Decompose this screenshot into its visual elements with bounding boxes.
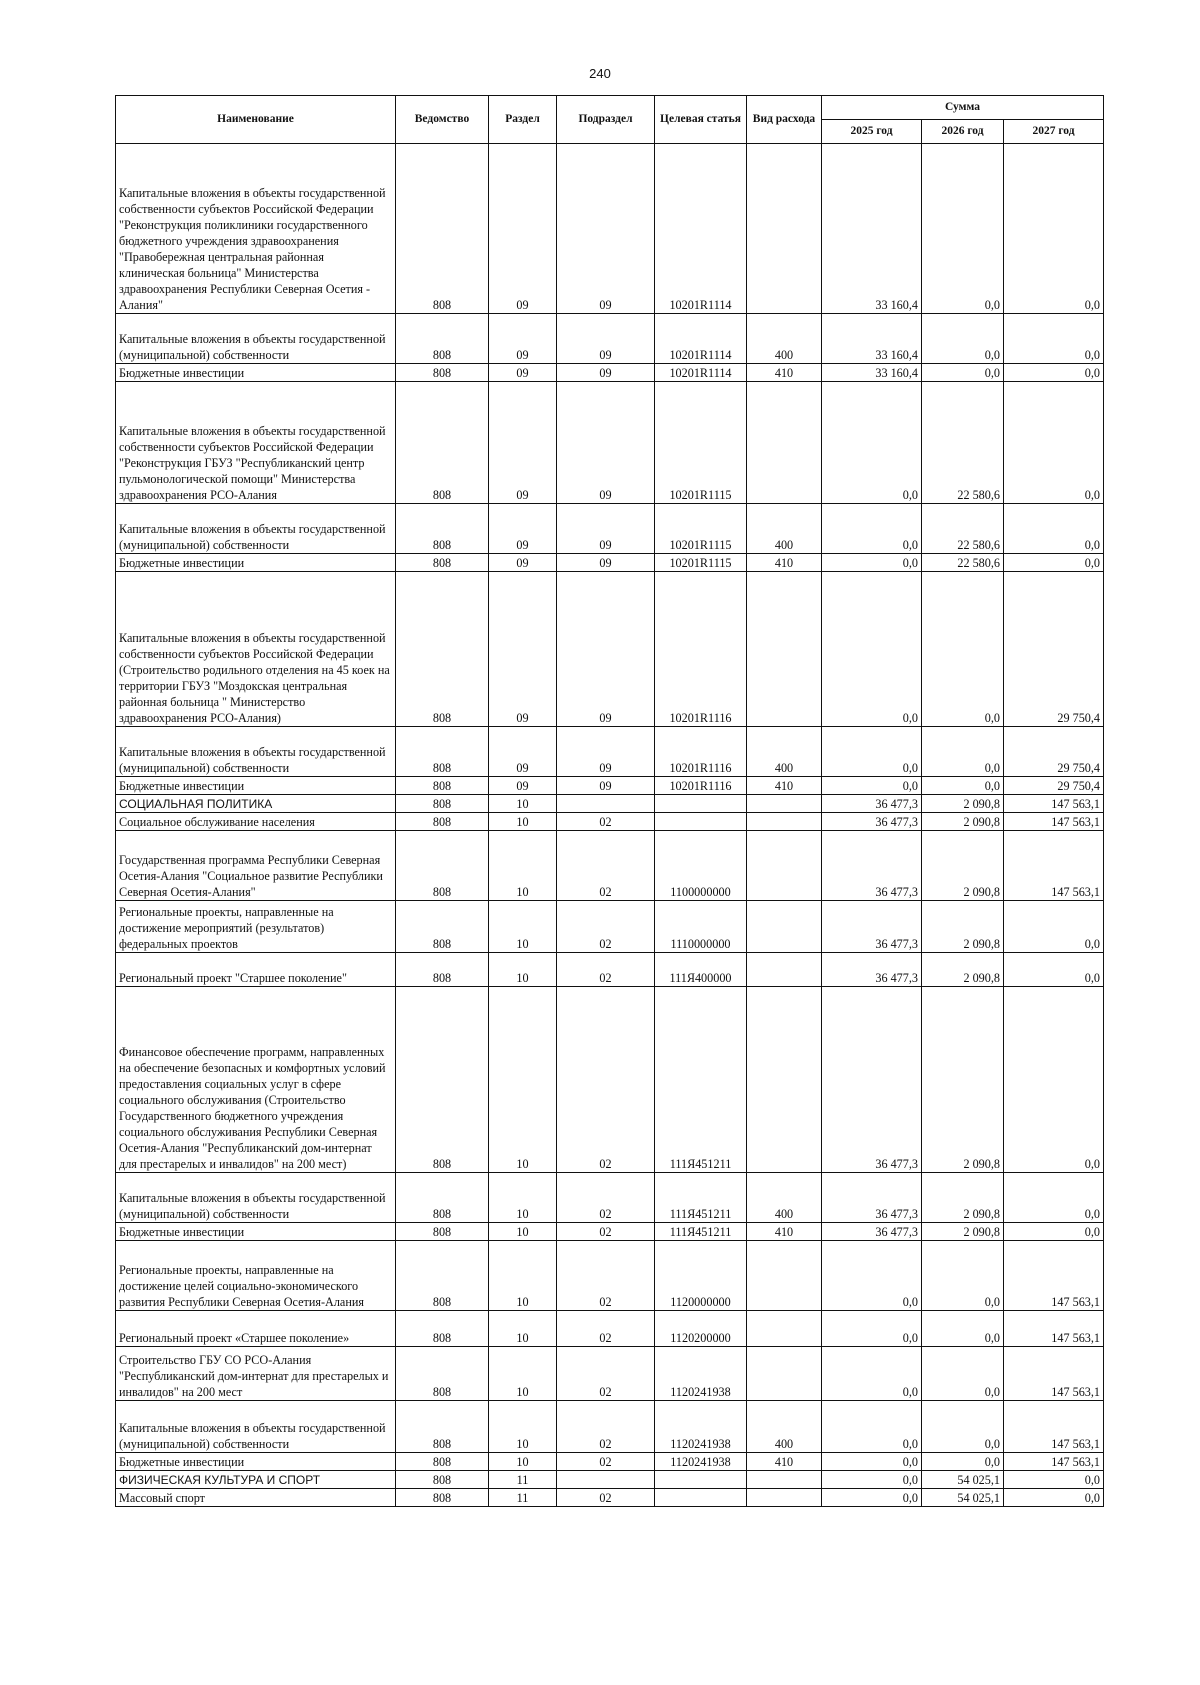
cell-kind: 410 <box>747 1223 822 1241</box>
cell-name: Капитальные вложения в объекты государственной собственности субъектов Российской Федерации "Реконструкция ГБУЗ "Республиканский центр пульмонологической помощи" Министерства здравоохранения РСО-Алания <box>116 382 396 504</box>
cell-dept: 808 <box>396 795 489 813</box>
cell-target <box>655 1489 747 1507</box>
cell-subsection: 02 <box>557 901 655 953</box>
cell-2025: 36 477,3 <box>822 1223 922 1241</box>
cell-dept: 808 <box>396 572 489 727</box>
cell-2027: 0,0 <box>1004 1471 1104 1489</box>
cell-2025: 0,0 <box>822 382 922 504</box>
cell-kind <box>747 953 822 987</box>
budget-table <box>115 95 1104 1507</box>
cell-name: Капитальные вложения в объекты государственной собственности субъектов Российской Федерации "Реконструкция поликлиники государственного бюджетного учреждения здравоохранения "Правобережная центральная районная клиническая больница" Министерства здравоохранения Республики Северная Осетия - Алания" <box>116 144 396 314</box>
cell-section: 10 <box>489 1347 557 1401</box>
cell-dept: 808 <box>396 953 489 987</box>
header-name: Наименование <box>116 96 396 144</box>
cell-subsection: 02 <box>557 1223 655 1241</box>
cell-target: 10201R1114 <box>655 364 747 382</box>
cell-2027: 29 750,4 <box>1004 777 1104 795</box>
cell-2026: 0,0 <box>922 314 1004 364</box>
cell-section: 10 <box>489 1401 557 1453</box>
table-row <box>116 314 1104 364</box>
cell-2026: 0,0 <box>922 572 1004 727</box>
cell-subsection: 02 <box>557 953 655 987</box>
cell-target: 10201R1116 <box>655 572 747 727</box>
table-row <box>116 382 1104 504</box>
cell-target: 1120241938 <box>655 1347 747 1401</box>
table-row <box>116 795 1104 813</box>
table-row <box>116 953 1104 987</box>
cell-section: 10 <box>489 831 557 901</box>
cell-2025: 0,0 <box>822 1311 922 1347</box>
cell-2025: 0,0 <box>822 1489 922 1507</box>
cell-subsection: 09 <box>557 572 655 727</box>
cell-2025: 0,0 <box>822 777 922 795</box>
cell-name: Государственная программа Республики Северная Осетия-Алания "Социальное развитие Республики Северная Осетия-Алания" <box>116 831 396 901</box>
cell-subsection: 02 <box>557 987 655 1173</box>
table-row <box>116 1401 1104 1453</box>
cell-section: 09 <box>489 382 557 504</box>
cell-name: Бюджетные инвестиции <box>116 554 396 572</box>
cell-2025: 36 477,3 <box>822 1173 922 1223</box>
cell-target: 111Я400000 <box>655 953 747 987</box>
cell-subsection: 02 <box>557 1489 655 1507</box>
table-row <box>116 1471 1104 1489</box>
cell-target: 1100000000 <box>655 831 747 901</box>
table-row <box>116 554 1104 572</box>
cell-kind <box>747 1347 822 1401</box>
cell-section: 10 <box>489 901 557 953</box>
cell-section: 11 <box>489 1471 557 1489</box>
cell-name: Региональный проект "Старшее поколение" <box>116 953 396 987</box>
cell-kind <box>747 795 822 813</box>
cell-dept: 808 <box>396 504 489 554</box>
header-target: Целевая статья <box>655 96 747 144</box>
cell-2026: 0,0 <box>922 1241 1004 1311</box>
cell-dept: 808 <box>396 1173 489 1223</box>
header-dept: Ведомство <box>396 96 489 144</box>
table-row <box>116 777 1104 795</box>
cell-name: Капитальные вложения в объекты государственной (муниципальной) собственности <box>116 727 396 777</box>
cell-subsection: 09 <box>557 504 655 554</box>
cell-kind <box>747 382 822 504</box>
cell-2025: 36 477,3 <box>822 831 922 901</box>
cell-2027: 147 563,1 <box>1004 1347 1104 1401</box>
cell-section: 09 <box>489 727 557 777</box>
cell-target: 1120241938 <box>655 1401 747 1453</box>
cell-section: 10 <box>489 987 557 1173</box>
cell-2026: 22 580,6 <box>922 554 1004 572</box>
cell-target: 111Я451211 <box>655 1223 747 1241</box>
cell-subsection <box>557 795 655 813</box>
cell-dept: 808 <box>396 1311 489 1347</box>
cell-kind <box>747 1471 822 1489</box>
cell-target: 1120000000 <box>655 1241 747 1311</box>
cell-dept: 808 <box>396 364 489 382</box>
table-row <box>116 901 1104 953</box>
cell-name: Бюджетные инвестиции <box>116 1453 396 1471</box>
table-header <box>116 96 1104 144</box>
cell-2025: 36 477,3 <box>822 987 922 1173</box>
cell-kind <box>747 1311 822 1347</box>
cell-name: Бюджетные инвестиции <box>116 1223 396 1241</box>
table-row <box>116 831 1104 901</box>
cell-section: 10 <box>489 1223 557 1241</box>
cell-subsection: 02 <box>557 1311 655 1347</box>
cell-2025: 33 160,4 <box>822 144 922 314</box>
table-row <box>116 1311 1104 1347</box>
cell-dept: 808 <box>396 727 489 777</box>
cell-target: 111Я451211 <box>655 1173 747 1223</box>
cell-2027: 147 563,1 <box>1004 1241 1104 1311</box>
cell-section: 10 <box>489 795 557 813</box>
cell-dept: 808 <box>396 813 489 831</box>
header-kind: Вид расхода <box>747 96 822 144</box>
table-row <box>116 1223 1104 1241</box>
page-number: 240 <box>589 66 611 81</box>
cell-2027: 0,0 <box>1004 382 1104 504</box>
cell-kind: 410 <box>747 554 822 572</box>
cell-kind <box>747 144 822 314</box>
cell-2027: 147 563,1 <box>1004 795 1104 813</box>
cell-target: 10201R1116 <box>655 777 747 795</box>
cell-target: 111Я451211 <box>655 987 747 1173</box>
cell-2026: 0,0 <box>922 1311 1004 1347</box>
cell-2027: 147 563,1 <box>1004 813 1104 831</box>
cell-name: Бюджетные инвестиции <box>116 364 396 382</box>
cell-name: Региональный проект «Старшее поколение» <box>116 1311 396 1347</box>
cell-2027: 29 750,4 <box>1004 572 1104 727</box>
cell-dept: 808 <box>396 901 489 953</box>
cell-2027: 147 563,1 <box>1004 831 1104 901</box>
cell-name: Капитальные вложения в объекты государственной (муниципальной) собственности <box>116 504 396 554</box>
cell-2025: 0,0 <box>822 1401 922 1453</box>
cell-kind: 400 <box>747 727 822 777</box>
cell-section: 09 <box>489 777 557 795</box>
cell-kind: 410 <box>747 364 822 382</box>
cell-2027: 147 563,1 <box>1004 1401 1104 1453</box>
cell-subsection: 09 <box>557 364 655 382</box>
cell-2027: 0,0 <box>1004 901 1104 953</box>
cell-name: Капитальные вложения в объекты государственной (муниципальной) собственности <box>116 1173 396 1223</box>
cell-section: 11 <box>489 1489 557 1507</box>
cell-2026: 54 025,1 <box>922 1489 1004 1507</box>
cell-kind <box>747 813 822 831</box>
cell-dept: 808 <box>396 382 489 504</box>
cell-dept: 808 <box>396 144 489 314</box>
cell-kind <box>747 1241 822 1311</box>
cell-2027: 0,0 <box>1004 314 1104 364</box>
cell-2025: 0,0 <box>822 504 922 554</box>
cell-section: 10 <box>489 953 557 987</box>
cell-target: 10201R1116 <box>655 727 747 777</box>
cell-2026: 2 090,8 <box>922 1173 1004 1223</box>
cell-section: 09 <box>489 314 557 364</box>
cell-dept: 808 <box>396 1347 489 1401</box>
cell-2026: 0,0 <box>922 364 1004 382</box>
cell-2025: 0,0 <box>822 1471 922 1489</box>
table-row <box>116 1453 1104 1471</box>
table-row <box>116 1241 1104 1311</box>
cell-kind: 400 <box>747 1173 822 1223</box>
cell-2025: 0,0 <box>822 554 922 572</box>
cell-2026: 0,0 <box>922 1401 1004 1453</box>
cell-name: Финансовое обеспечение программ, направленных на обеспечение безопасных и комфортных условий предоставления социальных услуг в сфере социального обслуживания (Строительство Государственного бюджетного учреждения социального обслуживания Республики Северная Осетия-Алания "Республиканский дом-интернат для престарелых и инвалидов" на 200 мест) <box>116 987 396 1173</box>
cell-2025: 0,0 <box>822 1347 922 1401</box>
cell-section: 09 <box>489 144 557 314</box>
cell-2026: 0,0 <box>922 1453 1004 1471</box>
cell-section: 09 <box>489 554 557 572</box>
table-row <box>116 504 1104 554</box>
cell-target <box>655 813 747 831</box>
cell-2026: 2 090,8 <box>922 901 1004 953</box>
cell-dept: 808 <box>396 1223 489 1241</box>
cell-name: Региональные проекты, направленные на достижение целей социально-экономического развития Республики Северная Осетия-Алания <box>116 1241 396 1311</box>
cell-2026: 0,0 <box>922 727 1004 777</box>
cell-kind: 410 <box>747 777 822 795</box>
cell-section: 09 <box>489 364 557 382</box>
cell-section: 10 <box>489 813 557 831</box>
cell-name: Массовый спорт <box>116 1489 396 1507</box>
cell-2025: 0,0 <box>822 1453 922 1471</box>
header-section: Раздел <box>489 96 557 144</box>
cell-2026: 0,0 <box>922 1347 1004 1401</box>
cell-subsection: 02 <box>557 831 655 901</box>
table-row <box>116 144 1104 314</box>
cell-2026: 2 090,8 <box>922 987 1004 1173</box>
cell-2027: 0,0 <box>1004 364 1104 382</box>
cell-2026: 2 090,8 <box>922 831 1004 901</box>
cell-name: Капитальные вложения в объекты государственной (муниципальной) собственности <box>116 314 396 364</box>
cell-2025: 0,0 <box>822 572 922 727</box>
header-2026: 2026 год <box>922 120 1004 144</box>
cell-subsection: 02 <box>557 1241 655 1311</box>
cell-2026: 0,0 <box>922 144 1004 314</box>
cell-name: Региональные проекты, направленные на достижение мероприятий (результатов) федеральных проектов <box>116 901 396 953</box>
cell-target: 1120200000 <box>655 1311 747 1347</box>
table-row <box>116 572 1104 727</box>
cell-name: Строительство ГБУ СО РСО-Алания "Республиканский дом-интернат для престарелых и инвалидов" на 200 мест <box>116 1347 396 1401</box>
cell-subsection: 09 <box>557 554 655 572</box>
table-row <box>116 813 1104 831</box>
table-body <box>116 144 1104 1507</box>
cell-2025: 0,0 <box>822 727 922 777</box>
cell-name: Социальное обслуживание населения <box>116 813 396 831</box>
cell-kind <box>747 572 822 727</box>
cell-kind: 400 <box>747 314 822 364</box>
cell-section: 09 <box>489 572 557 727</box>
cell-2027: 0,0 <box>1004 987 1104 1173</box>
cell-subsection: 09 <box>557 144 655 314</box>
cell-2026: 54 025,1 <box>922 1471 1004 1489</box>
table-row <box>116 364 1104 382</box>
cell-2027: 0,0 <box>1004 953 1104 987</box>
cell-name: Капитальные вложения в объекты государственной (муниципальной) собственности <box>116 1401 396 1453</box>
cell-target: 10201R1114 <box>655 144 747 314</box>
cell-target <box>655 1471 747 1489</box>
cell-kind <box>747 1489 822 1507</box>
table-row <box>116 987 1104 1173</box>
header-sum: Сумма <box>822 96 1104 120</box>
cell-target: 1120241938 <box>655 1453 747 1471</box>
cell-section: 10 <box>489 1311 557 1347</box>
cell-target <box>655 795 747 813</box>
cell-section: 10 <box>489 1241 557 1311</box>
cell-dept: 808 <box>396 831 489 901</box>
cell-2026: 2 090,8 <box>922 795 1004 813</box>
cell-section: 10 <box>489 1453 557 1471</box>
cell-subsection: 09 <box>557 727 655 777</box>
cell-subsection: 02 <box>557 1401 655 1453</box>
cell-2027: 0,0 <box>1004 1173 1104 1223</box>
cell-2027: 0,0 <box>1004 1489 1104 1507</box>
cell-2025: 33 160,4 <box>822 364 922 382</box>
cell-dept: 808 <box>396 1401 489 1453</box>
cell-2027: 0,0 <box>1004 504 1104 554</box>
cell-name: Капитальные вложения в объекты государственной собственности субъектов Российской Федерации (Строительство родильного отделения на 45 коек на территории ГБУЗ "Моздокская центральная районная больница " Министерство здравоохранения РСО-Алания) <box>116 572 396 727</box>
table-row <box>116 1489 1104 1507</box>
cell-target: 10201R1115 <box>655 382 747 504</box>
cell-dept: 808 <box>396 777 489 795</box>
cell-section: 09 <box>489 504 557 554</box>
cell-2025: 33 160,4 <box>822 314 922 364</box>
cell-subsection <box>557 1471 655 1489</box>
cell-kind: 400 <box>747 1401 822 1453</box>
cell-subsection: 02 <box>557 1173 655 1223</box>
cell-2027: 0,0 <box>1004 1223 1104 1241</box>
cell-2025: 36 477,3 <box>822 813 922 831</box>
cell-2025: 36 477,3 <box>822 953 922 987</box>
cell-2027: 29 750,4 <box>1004 727 1104 777</box>
cell-2026: 22 580,6 <box>922 504 1004 554</box>
cell-subsection: 09 <box>557 777 655 795</box>
cell-dept: 808 <box>396 1241 489 1311</box>
cell-dept: 808 <box>396 1471 489 1489</box>
cell-dept: 808 <box>396 987 489 1173</box>
cell-subsection: 02 <box>557 1347 655 1401</box>
header-2025: 2025 год <box>822 120 922 144</box>
table-row <box>116 1173 1104 1223</box>
cell-2026: 2 090,8 <box>922 953 1004 987</box>
cell-2027: 147 563,1 <box>1004 1311 1104 1347</box>
cell-dept: 808 <box>396 554 489 572</box>
cell-2025: 36 477,3 <box>822 901 922 953</box>
cell-subsection: 02 <box>557 813 655 831</box>
cell-target: 10201R1114 <box>655 314 747 364</box>
table-row <box>116 1347 1104 1401</box>
cell-dept: 808 <box>396 1453 489 1471</box>
cell-section: 10 <box>489 1173 557 1223</box>
cell-2027: 147 563,1 <box>1004 1453 1104 1471</box>
cell-2026: 2 090,8 <box>922 1223 1004 1241</box>
cell-subsection: 02 <box>557 1453 655 1471</box>
table-row <box>116 727 1104 777</box>
cell-name: Бюджетные инвестиции <box>116 777 396 795</box>
cell-target: 10201R1115 <box>655 504 747 554</box>
cell-2026: 22 580,6 <box>922 382 1004 504</box>
cell-2025: 0,0 <box>822 1241 922 1311</box>
cell-subsection: 09 <box>557 382 655 504</box>
header-2027: 2027 год <box>1004 120 1104 144</box>
cell-2026: 0,0 <box>922 777 1004 795</box>
cell-name: СОЦИАЛЬНАЯ ПОЛИТИКА <box>116 795 396 813</box>
cell-dept: 808 <box>396 314 489 364</box>
cell-name: ФИЗИЧЕСКАЯ КУЛЬТУРА И СПОРТ <box>116 1471 396 1489</box>
cell-2025: 36 477,3 <box>822 795 922 813</box>
cell-subsection: 09 <box>557 314 655 364</box>
cell-kind: 410 <box>747 1453 822 1471</box>
cell-target: 1110000000 <box>655 901 747 953</box>
cell-2026: 2 090,8 <box>922 813 1004 831</box>
cell-kind <box>747 987 822 1173</box>
cell-dept: 808 <box>396 1489 489 1507</box>
cell-kind <box>747 901 822 953</box>
cell-2027: 0,0 <box>1004 144 1104 314</box>
cell-kind: 400 <box>747 504 822 554</box>
header-subsection: Подраздел <box>557 96 655 144</box>
cell-target: 10201R1115 <box>655 554 747 572</box>
cell-kind <box>747 831 822 901</box>
cell-2027: 0,0 <box>1004 554 1104 572</box>
